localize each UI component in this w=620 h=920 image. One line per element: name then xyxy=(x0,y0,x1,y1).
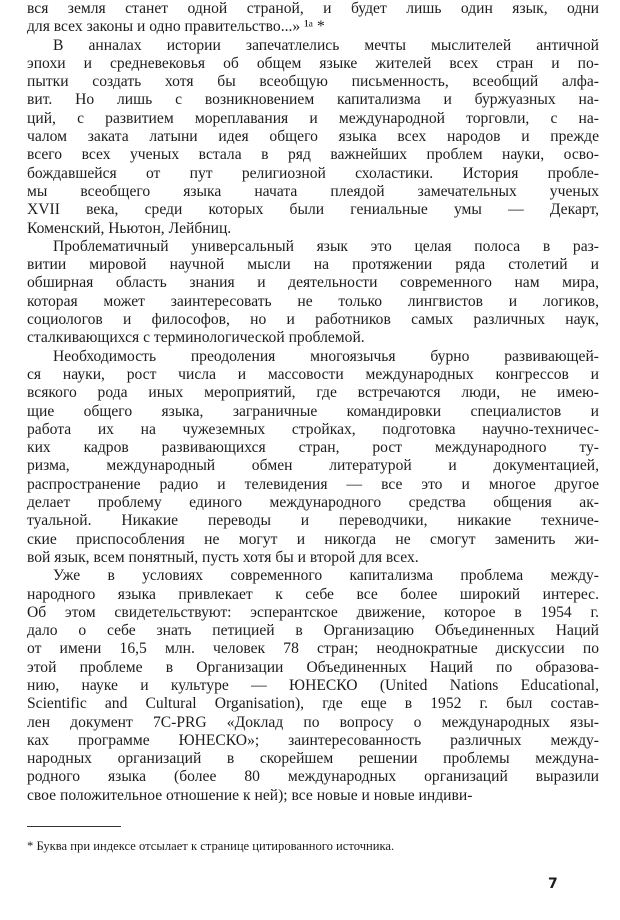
text-line: этой проблеме в Организации Объединенных Наций по образова- xyxy=(27,658,599,676)
text-line: XVII века, среди которых были гениальные умы — Декарт, xyxy=(27,201,599,219)
text-line: эпохи и средневековья об общем языке жителей всех стран и по- xyxy=(27,54,599,72)
text-line: Необходимость преодоления многоязычья бурно развивающей- xyxy=(53,347,599,365)
body-text xyxy=(27,0,599,805)
text-line: всего всех ученых встала в ряд важнейших проблем науки, осво- xyxy=(27,146,599,164)
text-line: лен документ 7C-PRG «Доклад по вопросу о международных язы- xyxy=(27,713,599,731)
text-line: дало о себе знать петицией в Организацию Объединенных Наций xyxy=(27,622,599,640)
text-line: ризма, международный обмен литературой и документацией, xyxy=(27,457,599,475)
text-line: свое положительное отношение к ней); все новые и новые индиви- xyxy=(27,786,473,804)
footnote-divider xyxy=(27,826,121,827)
text-line: Scientific and Cultural Organisation), где еще в 1952 г. был состав- xyxy=(27,695,599,713)
paragraph xyxy=(27,238,599,348)
text-line: нию, науке и культуре — ЮНЕСКО (United Nations Educational, xyxy=(27,676,599,694)
text-line: Коменский, Ньютон, Лейбниц. xyxy=(27,219,232,237)
text-line: вит. Но лишь с возникновением капитализма и буржуазных на- xyxy=(27,91,599,109)
text-line: витии мировой научной мысли на протяжении ряда столетий и xyxy=(27,256,599,274)
text-line: распространение радио и телевидения — все это и многое другое xyxy=(27,475,599,493)
text-line: социологов и философов, но и работников самых различных наук, xyxy=(27,311,599,329)
text-line: обширная область знания и деятельности современного нам мира, xyxy=(27,274,599,292)
paragraph xyxy=(27,37,599,238)
text-line: народных организаций в скорейшем решении проблемы междуна- xyxy=(27,750,599,768)
text-line: вся земля станет одной страной, и будет лишь один язык, одни xyxy=(27,0,599,17)
text-line: от имени 16,5 млн. человек 78 стран; неоднократные дискуссии по xyxy=(27,640,599,658)
text-line: Проблематичный универсальный язык это целая полоса в раз- xyxy=(53,237,599,255)
text-line: Об этом свидетельствуют: эсперантское движение, которое в 1954 г. xyxy=(27,603,599,621)
text-line: ций, с развитием мореплавания и международной торговли, с на- xyxy=(27,109,599,127)
text-line: туальной. Никакие переводы и переводчики, никакие техниче- xyxy=(27,512,599,530)
paragraph xyxy=(27,348,599,568)
text-line: для всех законы и одно правительство...» ¹ᵃ * xyxy=(27,18,325,36)
text-line: сталкивающихся с терминологической проблемой. xyxy=(27,329,365,347)
text-line: ких кадров развивающихся стран, рост международного ту- xyxy=(27,439,599,457)
text-line: родного языка (более 80 международных организаций выразили xyxy=(27,768,599,786)
text-line: всякого рода иных мероприятий, где встречаются люди, не имею- xyxy=(27,384,599,402)
paragraph xyxy=(27,0,599,37)
text-line: которая может заинтересовать не только лингвистов и логиков, xyxy=(27,292,599,310)
text-line: ся науки, рост числа и массовости международных конгрессов и xyxy=(27,365,599,383)
text-line: ках программе ЮНЕСКО»; заинтересованность различных между- xyxy=(27,731,599,749)
text-line: чалом заката латыни идея общего языка всех народов и прежде xyxy=(27,128,599,146)
text-line: мы всеобщего языка начата плеядой замечательных ученых xyxy=(27,182,599,200)
text-line: работа их на чужеземных стройках, подготовка научно-техничес- xyxy=(27,420,599,438)
text-line: щие общего языка, заграничные командировки специалистов и xyxy=(27,402,599,420)
text-line: народного языка привлекает к себе все более широкий интерес. xyxy=(27,585,599,603)
text-line: пытки создать хотя бы всеобщую письменность, всеобщий алфа- xyxy=(27,73,599,91)
text-line: вой язык, всем понятный, пусть хотя бы и второй для всех. xyxy=(27,548,419,566)
text-line: бождавшейся от пут религиозной схоластики. История пробле- xyxy=(27,164,599,182)
footnote: * Буква при индексе отсылает к странице цитированного источника. xyxy=(27,839,395,853)
page-number: 7 xyxy=(548,876,558,892)
text-line: В анналах истории запечатлелись мечты мыслителей античной xyxy=(53,36,599,54)
text-line: Уже в условиях современного капитализма проблема между- xyxy=(53,567,599,585)
text-line: делает проблему единого международного средства общения ак- xyxy=(27,494,599,512)
text-line: ские приспособления не могут и никогда не смогут заменить жи- xyxy=(27,530,599,548)
paragraph xyxy=(27,567,599,805)
